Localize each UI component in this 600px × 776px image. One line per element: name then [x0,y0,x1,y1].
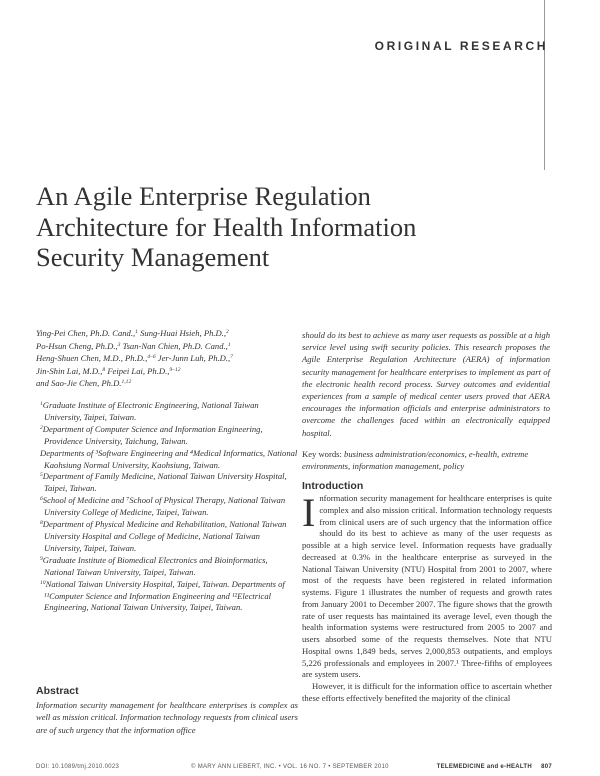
author-line: and Sao-Jie Chen, Ph.D.$^{1,12}$ [36,378,132,389]
footer-publisher: © MARY ANN LIEBERT, INC. • VOL. 16 NO. 7 • SEPTEMBER 2010 [191,764,389,770]
keywords [302,448,550,472]
keywords-label: Key words: [302,449,342,459]
introduction-heading: Introduction [302,480,364,492]
article-title: An Agile Enterprise Regulation Architecture for Health Information Security Management [36,181,417,272]
footer-doi: DOI: 10.1089/tmj.2010.0023 [36,764,120,770]
drop-cap: I [302,490,316,535]
section-label: ORIGINAL RESEARCH [374,39,548,53]
affiliation-item: $^6$School of Medicine and ⁷School of Physical Therapy, National Taiwan University College of Medicine, Taipei, Taiwan. [40,495,286,518]
affiliation-item: Departments of ³Software Engineering and ⁴Medical Informatics, National Kaohsiung Normal University, Kaohsiung, Taiwan. [40,447,298,470]
introduction-paragraph: nformation security management for healthcare enterprises is quite complex and also mission critical. Information technology requests from clinical users are of such urgency that the information office should do its best to achieve as many of the user requests as possible at a high service level. Information requests have gradually decreased at 0.3% in the healthcare enterprise as surveyed in the National Taiwan University (NTU) Hospital from 2001 to 2007, where most of the requests have been registered in related information systems. Figure 1 illustrates the number of requests and growth rates from January 2001 to December 2007. The figure shows that the growth rate of user requests has maintained its average level, even though the health information systems were restructured from 2005 to 2007 and users absorbed some of the requests themselves. Note that NTU Hospital owns 1,849 beds, serves 2,000,853 outpatients, and employs 5,226 professionals and employees in 2007.¹ Three-fifths of employees are system users. [302,493,552,680]
author-line: Ying-Pei Chen, Ph.D. Cand.,$^1$ Sung-Huai Hsieh, Ph.D.,$^2$ [36,328,229,338]
abstract-heading: Abstract [36,685,79,697]
author-list [36,327,296,390]
footer-page-number: 807 [541,764,552,770]
affiliation-item: $^1$Graduate Institute of Electronic Engineering, National Taiwan University, Taipei, Taiwan. [40,400,259,422]
keywords-text: business administration/economics, e-health, extreme environments, information management, policy [302,449,529,472]
abstract-text-left: Information security management for healthcare enterprises is complex as well as mission critical. Information technology requests from clinical users are of such urgency that the information office [36,700,298,735]
author-line: Po-Hsun Cheng, Ph.D.,$^3$ Tsan-Nan Chien, Ph.D. Cand.,$^1$ [36,340,231,351]
introduction-body [302,490,552,705]
author-line: Heng-Shuen Chen, M.D., Ph.D.,$^{4-6}$ Jer-Junn Luh, Ph.D.,$^7$ [36,353,233,364]
footer-journal: TELEMEDICINE and e-HEALTH [436,764,532,770]
affiliation-item: $^2$Department of Computer Science and Information Engineering, Providence University, Taichung, Taiwan. [40,423,263,446]
author-line: Jin-Shin Lai, M.D.,$^8$ Feipei Lai, Ph.D.,$^{9-12}$ [36,365,181,376]
header-divider-line [544,0,545,170]
affiliation-item: $^{10}$National Taiwan University Hospital, Taipei, Taiwan. Departments of ¹¹Computer Science and Information Engineering and ¹²Electrical Engineering, National Taiwan University, Taipei, Taiwan. [40,578,285,613]
affiliation-list [36,400,298,614]
affiliation-item: $^9$Graduate Institute of Biomedical Electronics and Bioinformatics, National Taiwan University, Taipei, Taiwan. [40,554,268,577]
affiliation-item: $^5$Department of Family Medicine, National Taiwan University Hospital, Taipei, Taiwan. [40,471,287,494]
abstract-text-right: should do its best to achieve as many user requests as possible at a high service level using swift security policies. This research proposes the Agile Enterprise Regulation Architecture (AERA) of information security management for healthcare enterprises to implement as part of the electronic health record process. Survey outcomes and evidential experiences from a sample of medical center users proved that AERA encourages the information officials and enterprise administrators to overcome the challenges faced within an electronically equipped hospital. [302,330,550,438]
introduction-paragraph: However, it is difficult for the information office to ascertain whether these efforts effectively benefited the majority of the clinical [302,681,552,703]
affiliation-item: $^8$Department of Physical Medicine and Rehabilitation, National Taiwan University Hospital and College of Medicine, National Taiwan University, Taipei, Taiwan. [40,519,287,553]
